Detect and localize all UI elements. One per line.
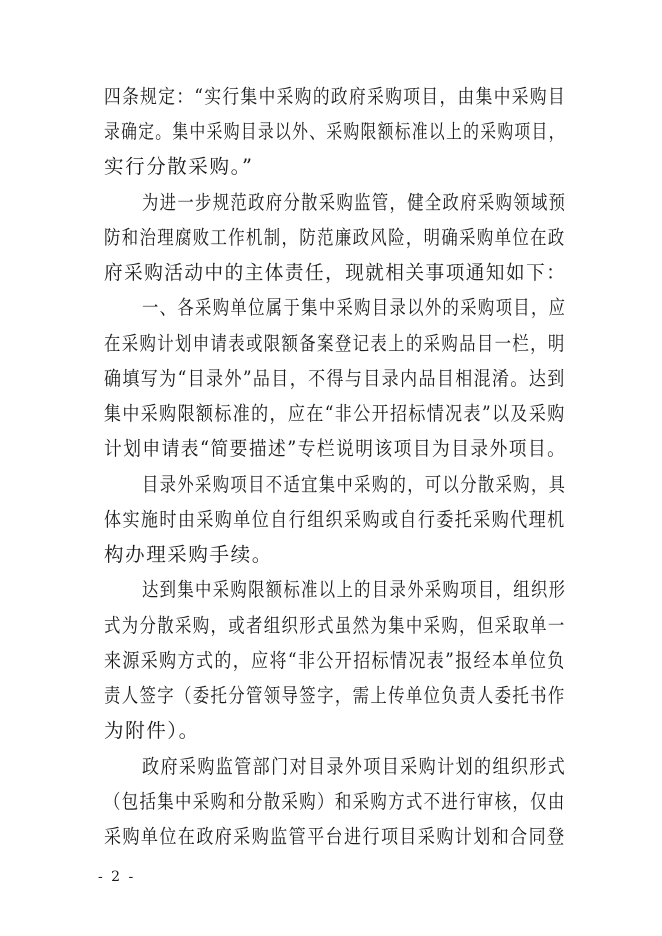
paragraph-first-line: 目录外采购项目不适宜集中采购的，可以分散采购，具: [142, 473, 567, 496]
text-line: 府采购活动中的主体责任，现就相关事项通知如下：: [104, 261, 567, 284]
paragraph-first-line: 达到集中采购限额标准以上的目录外采购项目，组织形: [142, 578, 567, 601]
text-line: 为附件）。: [104, 719, 200, 742]
text-line: 确填写为“目录外”品目，不得与目录内品目相混淆。达到: [104, 367, 566, 390]
text-line: 录确定。集中采购目录以外、采购限额标准以上的采购项目，: [104, 120, 566, 143]
text-line: 体实施时由采购单位自行组织采购或自行委托采购代理机: [104, 508, 566, 531]
text-line: 四条规定：“实行集中采购的政府采购项目，由集中采购目: [104, 85, 567, 108]
text-line: 计划申请表“简要描述”专栏说明该项目为目录外项目。: [104, 437, 567, 460]
text-line: 采购单位在政府采购监管平台进行项目采购计划和合同登: [104, 825, 566, 848]
text-line: 构办理采购手续。: [104, 543, 273, 566]
text-line: 集中采购限额标准的，应在“非公开招标情况表”以及采购: [104, 402, 566, 425]
paragraph-first-line: 政府采购监管部门对目录外项目采购计划的组织形式: [142, 755, 567, 778]
text-line: 式为分散采购，或者组织形式虽然为集中采购，但采取单一: [104, 614, 566, 637]
paragraph-first-line: 一、各采购单位属于集中采购目录以外的采购项目，应: [142, 296, 567, 319]
text-line: 防和治理腐败工作机制，防范廉政风险，明确采购单位在政: [104, 226, 566, 249]
text-line: 责人签字（委托分管领导签字，需上传单位负责人委托书作: [104, 684, 566, 707]
text-line: 实行分散采购。”: [104, 155, 254, 178]
paragraph-first-line: 为进一步规范政府分散采购监管，健全政府采购领域预: [142, 191, 567, 214]
text-line: 来源采购方式的，应将“非公开招标情况表”报经本单位负: [104, 649, 566, 672]
page-number: - 2 -: [98, 869, 136, 885]
text-line: 在采购计划申请表或限额备案登记表上的采购品目一栏，明: [104, 332, 566, 355]
text-line: （包括集中采购和分散采购）和采购方式不进行审核，仅由: [104, 790, 566, 813]
